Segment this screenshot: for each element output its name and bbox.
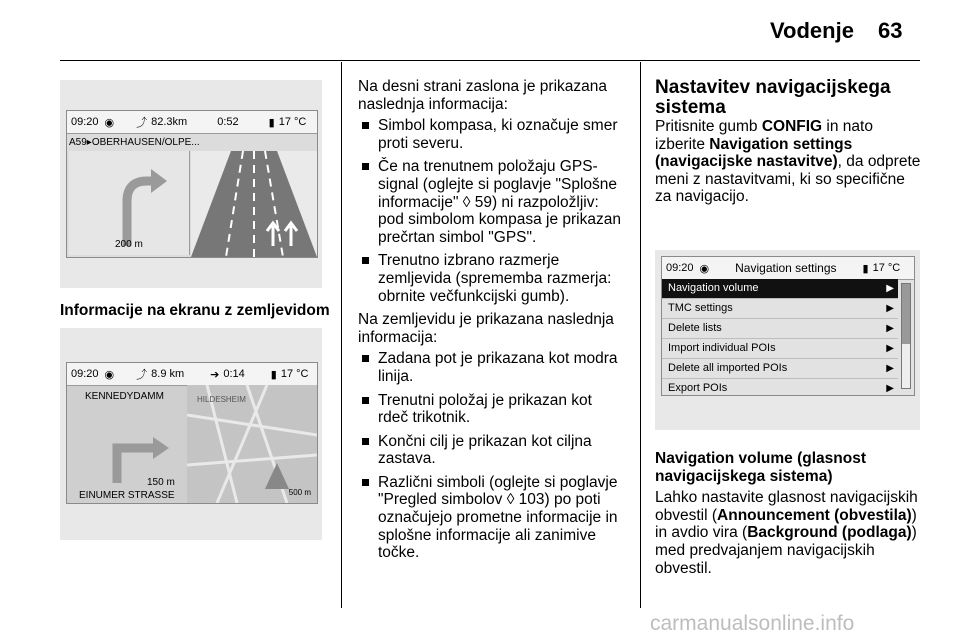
map-scale: 500 m	[288, 488, 311, 497]
sub-heading: Navigation volume (glasnost navigacijskega sistema)	[655, 450, 867, 485]
chevron-right-icon: ▶	[886, 363, 894, 374]
screen	[661, 256, 915, 396]
bullet-icon	[362, 397, 369, 404]
duration: 0:14	[223, 368, 245, 380]
settings-menu	[662, 279, 898, 395]
menu-item-import-pois[interactable]: Import individual POIs ▶	[662, 339, 898, 359]
watermark: carmanualsonline.info	[650, 612, 855, 635]
bullet-icon	[362, 122, 369, 129]
list-item: Zadana pot je prikazana kot modra linija.	[358, 350, 624, 385]
compass-icon: ◉	[104, 368, 115, 381]
turn-distance: 200 m	[115, 239, 143, 250]
figure-navigation-settings-screen	[655, 250, 920, 430]
distance: 82.3km	[151, 116, 188, 128]
city-map	[187, 385, 317, 503]
bullet-icon	[362, 438, 369, 445]
status-bar	[662, 257, 914, 280]
route-icon: ⤴	[136, 117, 148, 129]
scrollbar-thumb[interactable]	[902, 284, 910, 344]
volume-instructions: Lahko nastavite glasnost navigacijskih obvestil (Announcement (obvestila)) in avdio vira (Background (podlaga)) med predvajanjem navigacijskih obvestil.	[655, 489, 918, 577]
scrollbar[interactable]	[901, 283, 911, 389]
list-item: Če na trenutnem položaju GPS-signal (oglejte si poglavje "Splošne informacije" ◊ 59) ni razpoložljiv: pod simbolom kompasa je prikazan prečrtan simbol "GPS".	[358, 158, 624, 246]
menu-item-navigation-volume[interactable]: Navigation volume ▶	[662, 279, 898, 299]
temperature: 17 °C	[872, 262, 901, 274]
list-item: Simbol kompasa, ki označuje smer proti severu.	[358, 117, 624, 152]
time: 09:20	[71, 368, 99, 380]
menu-item-delete-lists[interactable]: Delete lists ▶	[662, 319, 898, 339]
thermometer-icon: ▮	[268, 116, 275, 129]
middle-column	[358, 78, 624, 568]
config-instructions: Pritisnite gumb CONFIG in nato izberite Navigation settings (navigacijske nastavitve), da odprete meni z nastavitvami, ki so specifične za navigacijo.	[655, 118, 921, 206]
duration: 0:52	[217, 116, 239, 128]
right-column-lower	[655, 450, 923, 577]
figure-caption: Informacije na ekranu z zemljevidom	[60, 302, 330, 319]
list-item: Trenutni položaj je prikazan kot rdeč trikotnik.	[358, 392, 624, 427]
compass-icon: ◉	[699, 262, 710, 275]
bullet-icon	[362, 257, 369, 264]
chevron-right-icon: ▶	[886, 283, 894, 294]
chevron-right-icon: ▶	[886, 383, 894, 394]
chevron-right-icon: ▶	[886, 303, 894, 314]
list-item: Trenutno izbrano razmerje zemljevida (sprememba razmerja: obrnite večfunkcijski gumb).	[358, 252, 624, 305]
thermometer-icon: ▮	[270, 368, 277, 381]
screen	[66, 362, 318, 504]
intro-text: Na desni strani zaslona je prikazana naslednja informacija:	[358, 78, 607, 113]
chevron-right-icon: ▶	[886, 343, 894, 354]
intro-text-2: Na zemljevidu je prikazana naslednja informacija:	[358, 311, 614, 346]
page-number: 63	[878, 18, 903, 43]
bullet-icon	[362, 355, 369, 362]
temperature: 17 °C	[278, 116, 307, 128]
arrival-icon: ➔	[210, 368, 220, 381]
column-divider-1	[341, 62, 342, 608]
turn-panel	[69, 151, 190, 255]
bullet-icon	[362, 479, 369, 486]
menu-item-export-pois[interactable]: Export POIs ▶	[662, 379, 898, 396]
time: 09:20	[71, 116, 99, 128]
street-bottom: EINUMER STRASSE	[79, 490, 175, 501]
road-name: A59▸OBERHAUSEN/OLPE...	[69, 137, 200, 148]
compass-icon: ◉	[104, 116, 115, 129]
page-title: Vodenje	[770, 18, 854, 43]
menu-item-delete-imported-pois[interactable]: Delete all imported POIs ▶	[662, 359, 898, 379]
turn-distance: 150 m	[147, 477, 175, 488]
map-label: HILDESHEIM	[197, 395, 246, 404]
bullet-icon	[362, 163, 369, 170]
figure-city-map-screen	[60, 328, 322, 540]
list-item: Končni cilj je prikazan kot ciljna zastava.	[358, 433, 624, 468]
section-heading: Nastavitev navigacijskega sistema	[655, 77, 891, 118]
temperature: 17 °C	[280, 368, 309, 380]
list-item: Različni simboli (oglejte si poglavje "Pregled simbolov ◊ 103) po poti označujejo prometne informacije in splošne informacije ali zanimive točke.	[358, 474, 624, 562]
chevron-right-icon: ▶	[886, 323, 894, 334]
screen-title: Navigation settings	[735, 261, 837, 275]
turn-arrow-icon	[87, 413, 177, 483]
column-divider-2	[640, 62, 641, 608]
thermometer-icon: ▮	[862, 262, 869, 275]
distance: 8.9 km	[151, 368, 185, 380]
route-icon: ⤴	[136, 369, 148, 381]
menu-item-tmc-settings[interactable]: TMC settings ▶	[662, 299, 898, 319]
time: 09:20	[666, 262, 694, 274]
header-rule	[60, 60, 920, 61]
screen	[66, 110, 318, 258]
highway-view	[191, 151, 317, 257]
status-bar	[67, 111, 317, 134]
right-column	[655, 78, 923, 206]
street-top: KENNEDYDAMM	[85, 391, 164, 402]
figure-map-screen	[60, 80, 322, 288]
status-bar	[67, 363, 317, 386]
